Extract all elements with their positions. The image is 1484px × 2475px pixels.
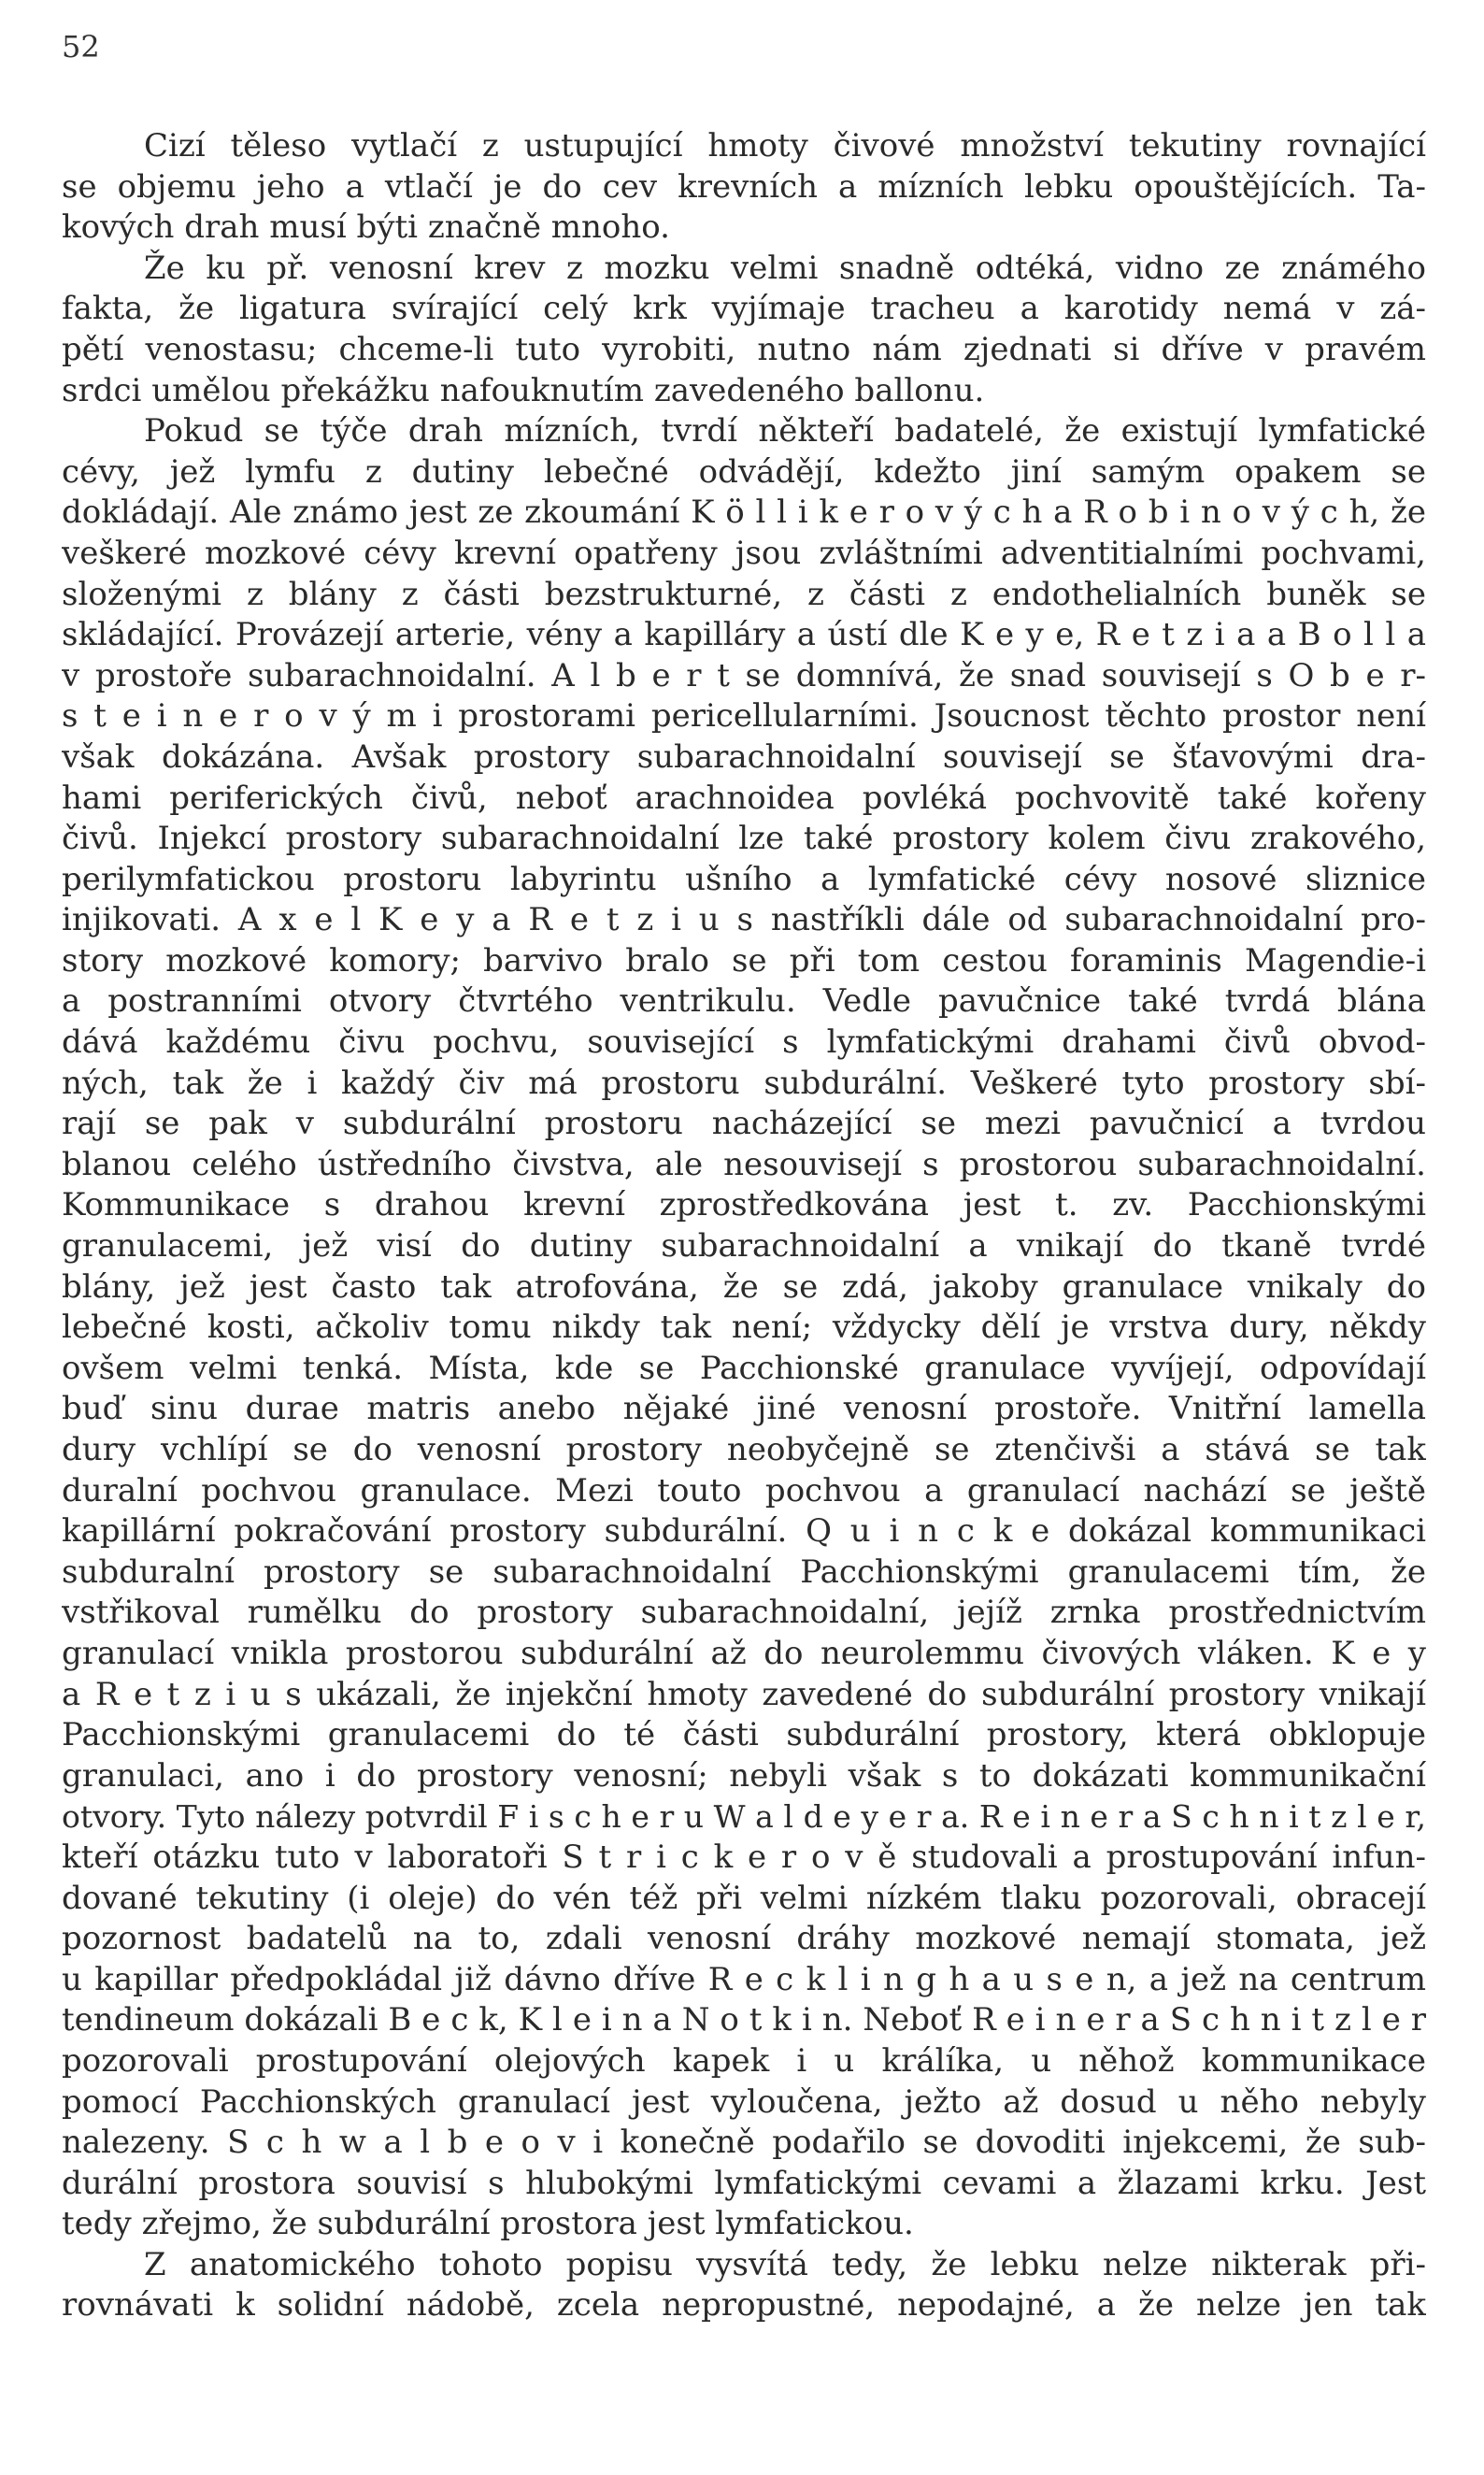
text-line: tendineum dokázali B e c k, K l e i n a N o t k i n. Neboť R e i n e r a S c h n i t z l e r [62, 2001, 1426, 2039]
text-line: složenými z blány z části bezstrukturné, z části z endothelialních buněk se [62, 575, 1426, 613]
text-line: kteří otázku tuto v laboratoři S t r i c k e r o v ě studovali a prostupování infun- [62, 1838, 1426, 1876]
text-line: pozorovali prostupování olejových kapek i u králíka, u něhož kommunikace [62, 2041, 1426, 2080]
text-line: s t e i n e r o v ý m i prostorami pericellularními. Jsoucnost těchto prostor není [62, 697, 1426, 736]
text-line: dokládají. Ale známo jest ze zkoumání K ö l l i k e r o v ý c h a R o b i n o v ý c h, že [62, 494, 1426, 532]
text-line: Kommunikace s drahou krevní zprostředkována jest t. zv. Pacchionskými [62, 1186, 1426, 1224]
text-line: se objemu jeho a vtlačí je do cev krevních a mízních lebku opouštějících. Ta- [62, 167, 1426, 206]
text-line: injikovati. A x e l K e y a R e t z i u s nastříkli dále od subarachnoidalní pro- [62, 901, 1426, 939]
text-line: subduralní prostory se subarachnoidalní Pacchionskými granulacemi tím, že [62, 1552, 1426, 1591]
text-line: pětí venostasu; chceme-li tuto vyrobiti, nutno nám zjednati si dříve v pravém [62, 330, 1426, 368]
text-line: dované tekutiny (i oleje) do vén též při velmi nízkém tlaku pozorovali, obracejí [62, 1879, 1426, 1917]
text-line: Cizí těleso vytlačí z ustupující hmoty čivové množství tekutiny rovnající [144, 127, 1426, 165]
text-line: pomocí Pacchionských granulací jest vyloučena, ježto až dosud u něho nebyly [62, 2082, 1426, 2121]
text-line: granulací vnikla prostorou subdurální až do neurolemmu čivových vláken. K e y [62, 1634, 1426, 1672]
text-line: dury vchlípí se do venosní prostory neobyčejně se ztenčivši a stává se tak [62, 1431, 1426, 1468]
text-line: čivů. Injekcí prostory subarachnoidalní lze také prostory kolem čivu zrakového, [62, 820, 1426, 858]
text-line: pozornost badatelů na to, zdali venosní dráhy mozkové nemají stomata, jež [62, 1920, 1426, 1958]
text-line: dává každému čivu pochvu, související s lymfatickými drahami čivů obvod- [62, 1023, 1426, 1062]
text-line: však dokázána. Avšak prostory subarachnoidalní souvisejí se šťavovými dra- [62, 737, 1426, 776]
body-text [62, 126, 1426, 2326]
text-line: Pokud se týče drah mízních, tvrdí někteří badatelé, že existují lymfatické [144, 412, 1426, 451]
text-line: hami periferických čivů, neboť arachnoidea povléká pochvovitě také kořeny [62, 779, 1426, 817]
text-line: kapillární pokračování prostory subdurální. Q u i n c k e dokázal kommunikaci [62, 1512, 1426, 1551]
text-line: buď sinu durae matris anebo nějaké jiné venosní prostoře. Vnitřní lamella [62, 1390, 1426, 1428]
text-line: ovšem velmi tenká. Místa, kde se Pacchionské granulace vyvíjejí, odpovídají [62, 1349, 1426, 1387]
text-line: lebečné kosti, ačkoliv tomu nikdy tak není; vždycky dělí je vrstva dury, někdy [62, 1309, 1426, 1347]
text-line: Z anatomického tohoto popisu vysvítá tedy, že lebku nelze nikterak při- [144, 2245, 1426, 2283]
text-line: u kapillar předpokládal již dávno dříve R e c k l i n g h a u s e n, a jež na centrum [62, 1960, 1426, 1998]
text-line: cévy, jež lymfu z dutiny lebečné odvádějí, kdežto jiní samým opakem se [62, 452, 1426, 491]
text-line: blanou celého ústředního čivstva, ale nesouvisejí s prostorou subarachnoidalní. [62, 1145, 1426, 1183]
text-line: granulaci, ano i do prostory venosní; nebyli však s to dokázati kommunikační [62, 1756, 1426, 1795]
text-line: nalezeny. S c h w a l b e o v i konečně podařilo se dovoditi injekcemi, že sub- [62, 2124, 1426, 2162]
text-line: rají se pak v subdurální prostoru nacházející se mezi pavučnicí a tvrdou [62, 1105, 1426, 1143]
text-line: a postranními otvory čtvrtého ventrikulu. Vedle pavučnice také tvrdá blána [62, 982, 1426, 1021]
text-line: story mozkové komory; barvivo bralo se při tom cestou foraminis Magendie-i [62, 941, 1426, 980]
text-line: skládající. Provázejí arterie, vény a kapilláry a ústí dle K e y e, R e t z i a a B o l l a [62, 616, 1426, 654]
text-line: Pacchionskými granulacemi do té části subdurální prostory, která obklopuje [62, 1716, 1426, 1754]
text-line: perilymfatickou prostoru labyrintu ušního a lymfatické cévy nosové sliznice [62, 860, 1426, 898]
text-line: srdci umělou překážku nafouknutím zavedeného ballonu. [62, 371, 985, 409]
text-line: blány, jež jest často tak atrofována, že se zdá, jakoby granulace vnikaly do [62, 1267, 1426, 1306]
text-line: durální prostora souvisí s hlubokými lymfatickými cevami a žlazami krku. Jest [62, 2164, 1426, 2202]
text-line: Že ku př. venosní krev z mozku velmi snadně odtéká, vidno ze známého [144, 249, 1426, 287]
page-number: 52 [62, 29, 100, 64]
text-line: fakta, že ligatura svírající celý krk vyjímaje tracheu a karotidy nemá v zá- [62, 290, 1426, 328]
text-line: ných, tak že i každý čiv má prostoru subdurální. Veškeré tyto prostory sbí- [62, 1064, 1426, 1102]
text-line: kových drah musí býti značně mnoho. [62, 208, 670, 247]
text-line: otvory. Tyto nálezy potvrdil F i s c h e r u W a l d e y e r a. R e i n e r a S c h n i t z l e r, [62, 1798, 1426, 1836]
text-line: tedy zřejmo, že subdurální prostora jest lymfatickou. [62, 2205, 914, 2243]
text-line: veškeré mozkové cévy krevní opatřeny jsou zvláštními adventitialními pochvami, [62, 534, 1426, 572]
text-line: granulacemi, jež visí do dutiny subarachnoidalní a vnikají do tkaně tvrdé [62, 1227, 1426, 1266]
text-line: vstřikoval rumělku do prostory subarachnoidalní, jejíž zrnka prostřednictvím [62, 1594, 1426, 1632]
text-line: rovnávati k solidní nádobě, zcela nepropustné, nepodajné, a že nelze jen tak [62, 2286, 1426, 2325]
text-line: v prostoře subarachnoidalní. A l b e r t se domnívá, že snad souvisejí s O b e r- [62, 656, 1426, 694]
text-line: duralní pochvou granulace. Mezi touto pochvou a granulací nachází se ještě [62, 1471, 1426, 1509]
text-line: a R e t z i u s ukázali, že injekční hmoty zavedené do subdurální prostory vnikají [62, 1675, 1426, 1713]
